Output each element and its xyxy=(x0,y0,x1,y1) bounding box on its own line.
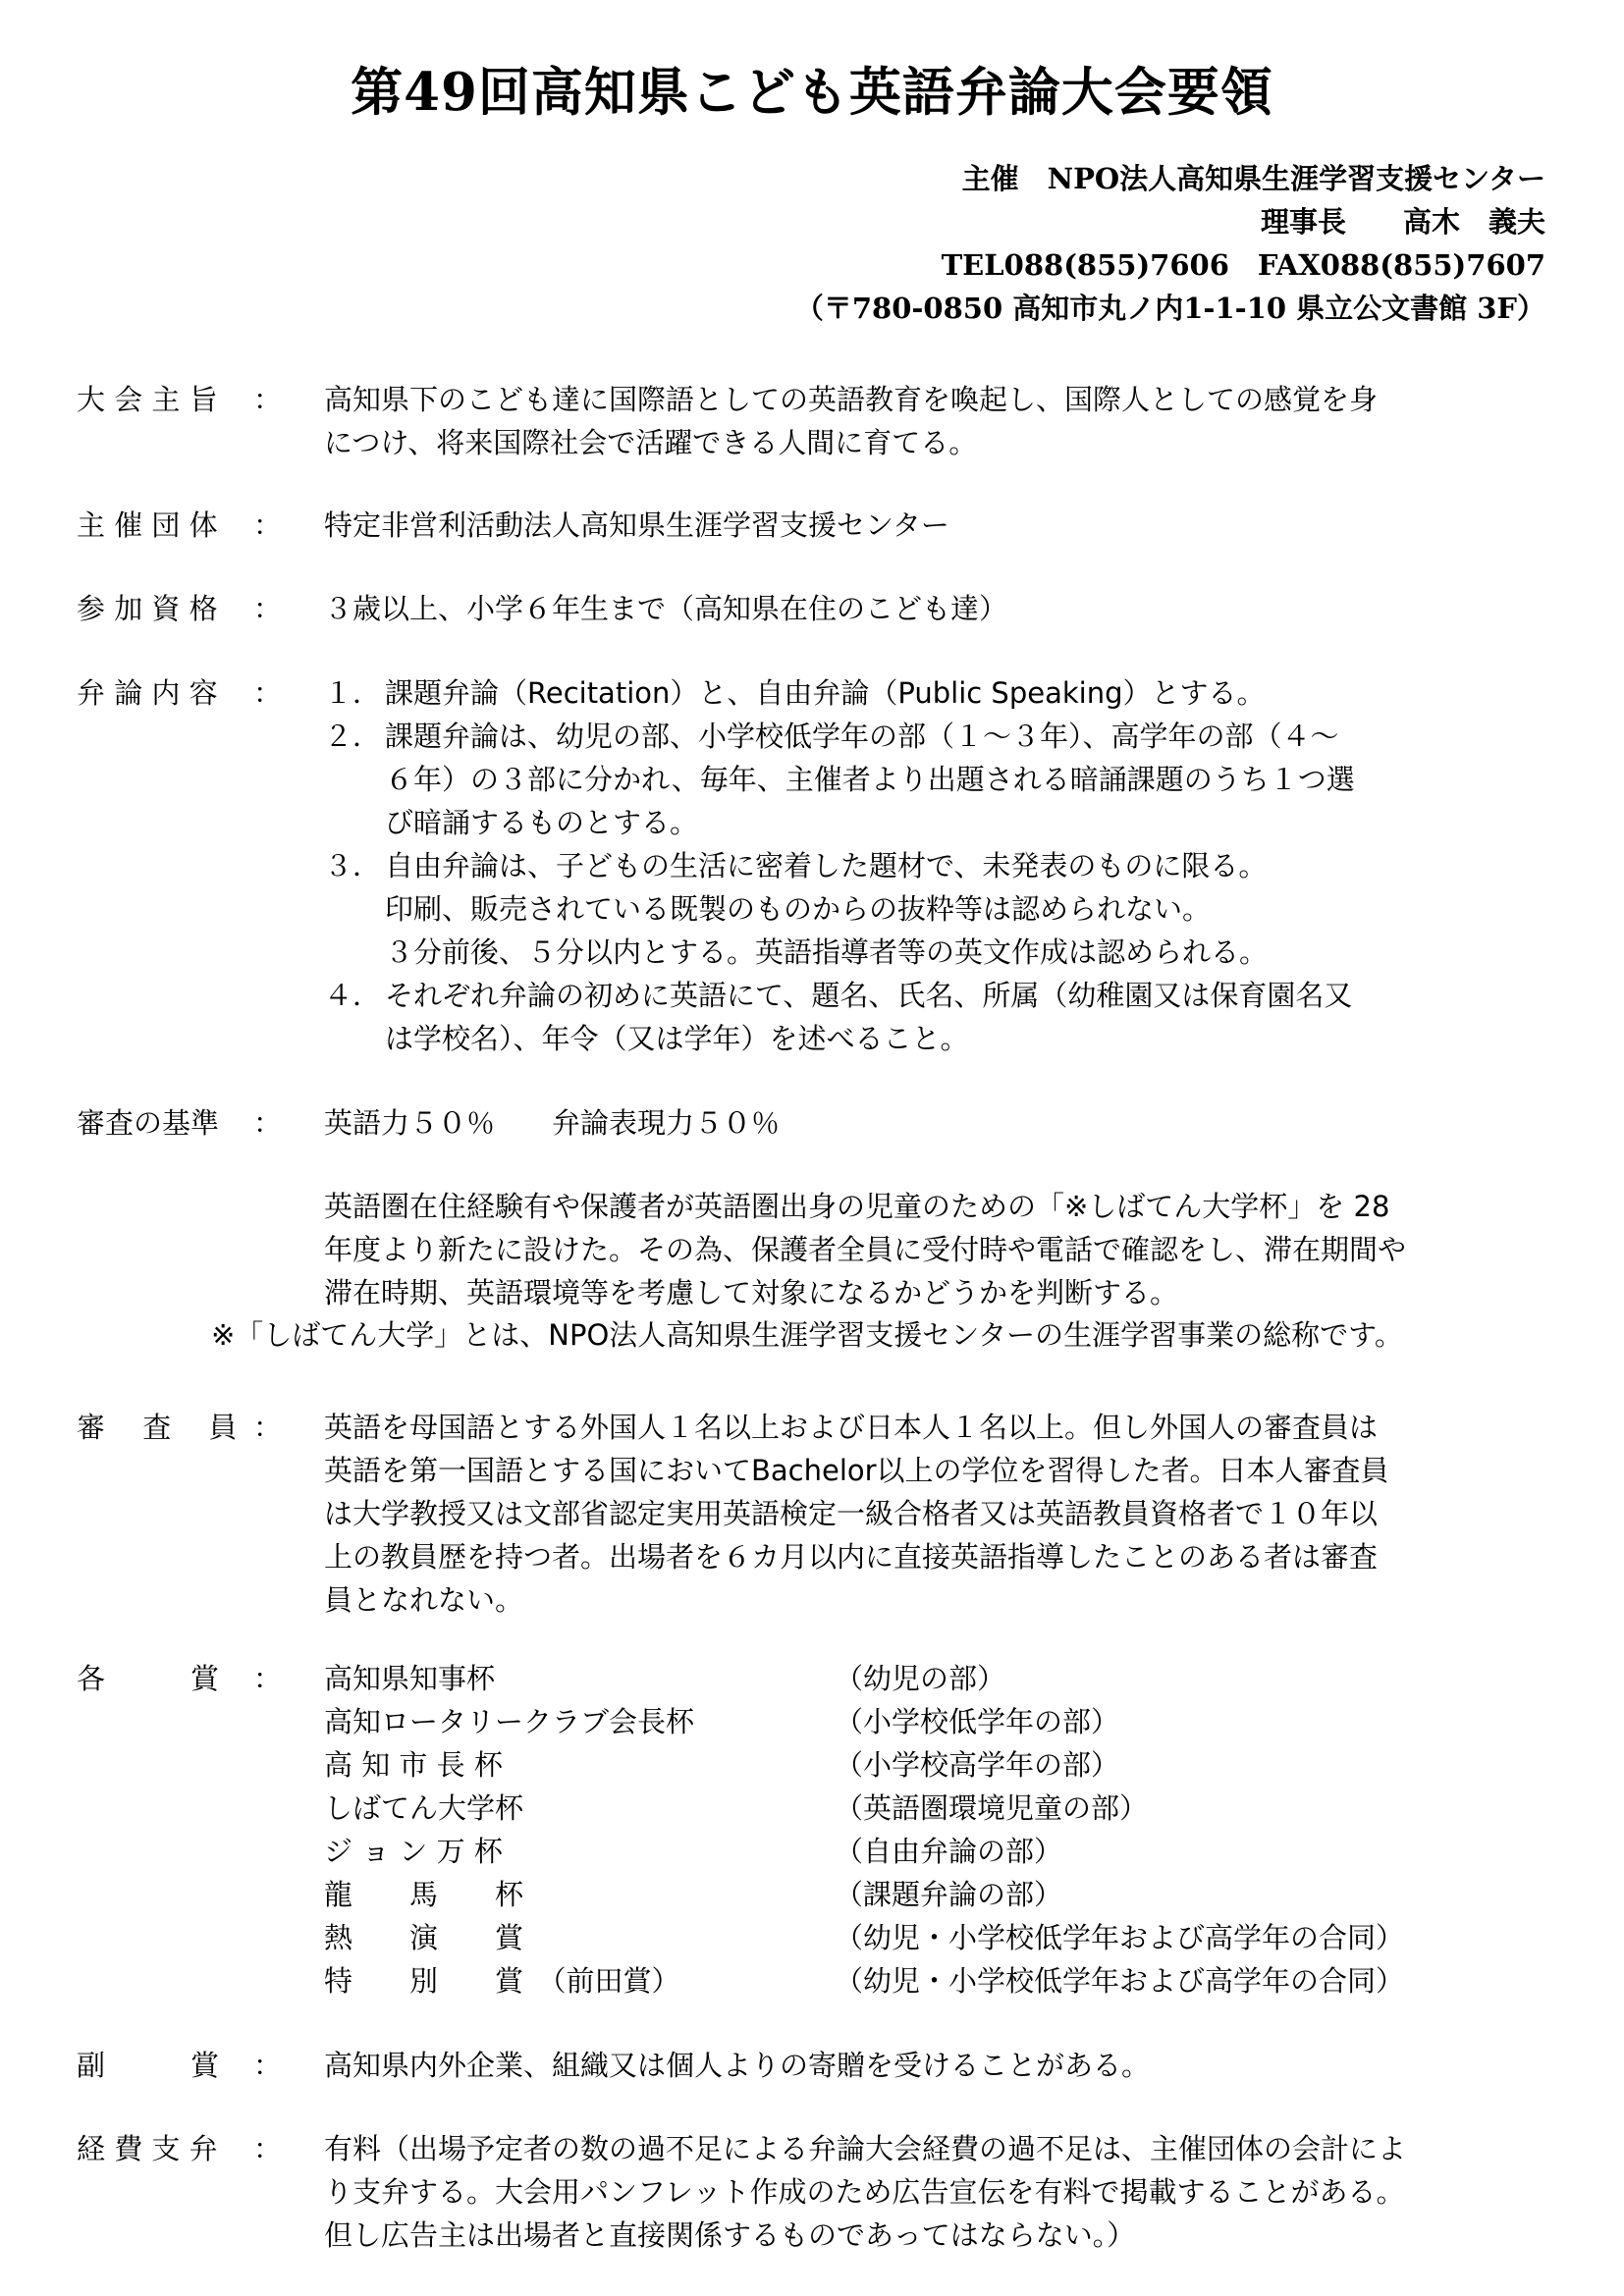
label-colon: ： xyxy=(253,1106,283,1140)
label-colon: ： xyxy=(253,383,283,416)
text-line: 高知県内外企業、組織又は個人よりの寄贈を受けることがある。 xyxy=(324,2049,1151,2082)
section-criteria xyxy=(77,1101,1549,1145)
list-item xyxy=(324,671,1546,715)
section-label: 副 賞 xyxy=(77,2049,220,2082)
prize-row xyxy=(324,1743,1546,1787)
prize-row xyxy=(324,1916,1546,1959)
section-host xyxy=(77,504,1549,547)
prize-row xyxy=(324,1657,1546,1700)
section-label: 各 賞 xyxy=(77,1662,220,1695)
text-line: 英語を第一国語とする国においてBachelor以上の学位を習得した者。日本人審査員 xyxy=(324,1454,1389,1487)
section-label: 参 加 資 格 xyxy=(77,592,218,625)
prize-division: （小学校低学年の部） xyxy=(835,1705,1120,1738)
text-line: 課題弁論は、幼児の部、小学校低学年の部（１～３年）、高学年の部（４～ xyxy=(385,720,1339,753)
section-label: 審 査 員 xyxy=(77,1411,238,1444)
text-line: は大学教授又は文部省認定実用英語検定一級合格者又は英語教員資格者で１０年以 xyxy=(324,1497,1379,1530)
prize-name: 龍 馬 杯 xyxy=(324,1878,524,1911)
prize-name: 特 別 賞 （前田賞） xyxy=(324,1964,680,1998)
text-line: ３分前後、５分以内とする。英語指導者等の英文作成は認められる。 xyxy=(385,935,1269,969)
list-item xyxy=(324,844,1546,974)
prize-row xyxy=(324,1787,1546,1830)
section-content xyxy=(77,671,1549,1060)
text-line: 課題弁論（Recitation）と、自由弁論（Public Speaking）とする。 xyxy=(385,676,1266,710)
text-line: 滞在時期、英語環境等を考慮して対象になるかどうかを判断する。 xyxy=(324,1276,1179,1309)
prize-division: （幼児・小学校低学年および高学年の合同） xyxy=(835,1964,1405,1998)
organizer-line: 主催 NPO法人高知県生涯学習支援センター xyxy=(961,162,1545,195)
criteria-ratio: 英語力５０％ 弁論表現力５０％ xyxy=(324,1106,781,1140)
text-line: につけ、将来国際社会で活躍できる人間に育てる。 xyxy=(324,426,978,459)
document-title: 第49回高知県こども英語弁論大会要領 xyxy=(351,62,1273,123)
footnote: ※「しばてん大学」とは、NPO法人高知県生涯学習支援センターの生涯学習事業の総称です。 xyxy=(211,1318,1403,1352)
prize-row xyxy=(324,1700,1546,1743)
item-number: ４． xyxy=(324,979,382,1012)
contact-line: TEL088(855)7606 FAX088(855)7607 xyxy=(941,248,1545,282)
text-line: 上の教員歴を持つ者。出場者を６カ月以内に直接英語指導したことのある者は審査 xyxy=(324,1540,1379,1574)
prize-name: しばてん大学杯 xyxy=(324,1791,524,1825)
chairman-line: 理事長 高木 義夫 xyxy=(1260,205,1545,239)
prize-division: （英語圏環境児童の部） xyxy=(835,1791,1149,1825)
prize-name: 高知県知事杯 xyxy=(324,1662,496,1695)
text-line: 自由弁論は、子どもの生活に密着した題材で、未発表のものに限る。 xyxy=(385,849,1268,882)
section-expenses xyxy=(77,2127,1549,2257)
section-purpose xyxy=(77,378,1549,464)
text-line: ３歳以上、小学６年生まで（高知県在住のこども達） xyxy=(324,592,1008,625)
item-number: １． xyxy=(324,676,382,710)
prize-row xyxy=(324,1873,1546,1916)
organizer-block xyxy=(795,157,1545,330)
list-item xyxy=(324,974,1546,1060)
text-line: 印刷、販売されている既製のものからの抜粋等は認められない。 xyxy=(385,892,1212,926)
item-number: ３． xyxy=(324,849,382,882)
item-number: ２． xyxy=(324,720,382,753)
label-colon: ： xyxy=(253,2132,283,2165)
section-extra-prize xyxy=(77,2044,1549,2087)
text-line: それぞれ弁論の初めに英語にて、題名、氏名、所属（幼稚園又は保育園名又 xyxy=(385,979,1353,1012)
section-criteria-note xyxy=(77,1185,1549,1314)
prize-name: ジ ョ ン 万 杯 xyxy=(324,1835,503,1868)
text-line: り支弁する。大会用パンフレット作成のため広告宣伝を有料で掲載することがある。 xyxy=(324,2175,1405,2209)
section-label: 審査の基準 xyxy=(77,1106,220,1140)
section-label: 弁 論 内 容 xyxy=(77,676,218,710)
section-judges xyxy=(77,1406,1549,1622)
label-colon: ： xyxy=(253,2049,283,2082)
text-line: 英語を母国語とする外国人１名以上および日本人１名以上。但し外国人の審査員は xyxy=(324,1411,1379,1444)
text-line: ６年）の３部に分かれ、毎年、主催者より出題される暗誦課題のうち１つ選 xyxy=(385,763,1355,796)
label-colon: ： xyxy=(253,1411,283,1444)
prize-division: （自由弁論の部） xyxy=(835,1835,1063,1868)
section-label: 大 会 主 旨 xyxy=(77,383,218,416)
label-colon: ： xyxy=(253,592,283,625)
text-line: 高知県下のこども達に国際語としての英語教育を喚起し、国際人としての感覚を身 xyxy=(324,383,1379,416)
text-line: 有料（出場予定者の数の過不足による弁論大会経費の過不足は、主催団体の会計によ xyxy=(324,2132,1407,2165)
prize-name: 高知ロータリークラブ会長杯 xyxy=(324,1705,695,1738)
text-line: 但し広告主は出場者と直接関係するものであってはならない。） xyxy=(324,2218,1136,2252)
text-line: は学校名）、年令（又は学年）を述べること。 xyxy=(385,1022,969,1055)
text-line: 年度より新たに設けた。その為、保護者全員に受付時や電話で確認をし、滞在期間や xyxy=(324,1233,1407,1266)
address-line: （〒780-0850 高知市丸ノ内1-1-10 県立公文書館 3F） xyxy=(794,292,1545,325)
section-prizes xyxy=(77,1657,1549,2002)
prize-name: 熱 演 賞 xyxy=(324,1921,524,1954)
prize-name: 高 知 市 長 杯 xyxy=(324,1748,503,1782)
prize-row xyxy=(324,1830,1546,1873)
section-label: 主 催 団 体 xyxy=(77,508,218,542)
section-eligibility xyxy=(77,587,1549,630)
text-line: 員となれない。 xyxy=(324,1583,524,1617)
section-label: 経 費 支 弁 xyxy=(77,2132,218,2165)
prize-division: （課題弁論の部） xyxy=(835,1878,1063,1911)
list-item xyxy=(324,715,1546,844)
prize-division: （小学校高学年の部） xyxy=(835,1748,1120,1782)
text-line: び暗誦するものとする。 xyxy=(385,806,699,839)
label-colon: ： xyxy=(253,508,283,542)
text-line: 英語圏在住経験有や保護者が英語圏出身の児童のための「※しばてん大学杯」を 28 xyxy=(324,1190,1390,1223)
label-colon: ： xyxy=(253,676,283,710)
label-colon: ： xyxy=(253,1662,283,1695)
prize-division: （幼児・小学校低学年および高学年の合同） xyxy=(835,1921,1405,1954)
text-line: 特定非営利活動法人高知県生涯学習支援センター xyxy=(324,508,949,542)
prize-row xyxy=(324,1959,1546,2002)
prize-division: （幼児の部） xyxy=(835,1662,1006,1695)
